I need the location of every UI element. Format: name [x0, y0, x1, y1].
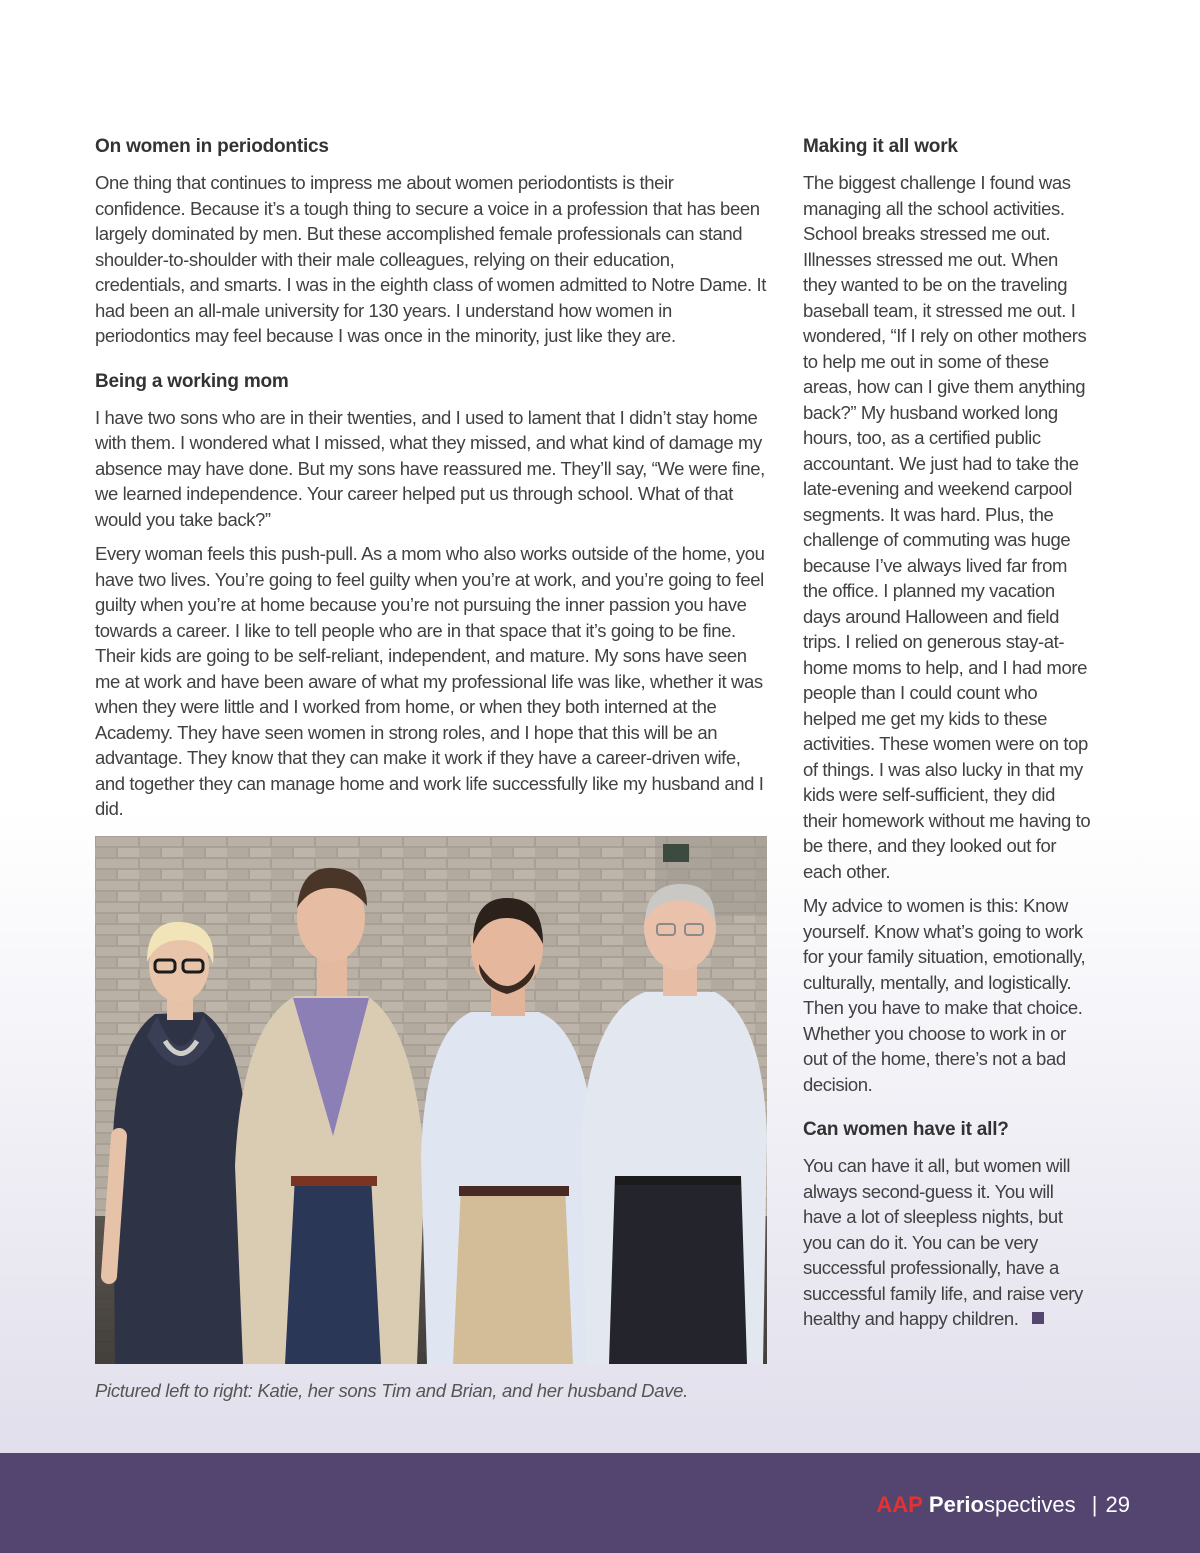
page-number: 29: [1105, 1492, 1130, 1517]
photo-caption: Pictured left to right: Katie, her sons Tim and Brian, and her husband Dave.: [95, 1380, 689, 1401]
brand-perio: Perio: [928, 1492, 984, 1517]
heading-can-women-have-it-all: Can women have it all?: [803, 1119, 1009, 1140]
paragraph: The biggest challenge I found was managing all the school activities. School breaks stressed me out. Illnesses stressed me out. When they wanted to be on the traveling baseball team, it stressed me out. I wondered, “If I rely on other mothers to help me out in some of these areas, how can I give them anything back?” My husband worked long hours, too, as a certified public accountant. We just had to take the late-evening and weekend carpool segments. It was hard. Plus, the challenge of commuting was huge because I’ve always lived far from the office. I planned my vacation days around Halloween and field trips. I relied on generous stay-at-home moms to help, and I had more people than I could count who helped me get my kids to these activities. These women were on top of things. I was also lucky in that my kids were self-sufficient, they did their homework without me having to be there, and they looked out for each other.: [803, 172, 1091, 882]
heading-women-in-periodontics: On women in periodontics: [95, 136, 329, 157]
heading-making-it-all-work: Making it all work: [803, 136, 958, 157]
brand-spectives: spectives: [983, 1492, 1076, 1517]
right-column: [803, 136, 1093, 1341]
family-photo-illustration: [95, 836, 767, 1364]
paragraph: One thing that continues to impress me about women periodontists is their confidence. Because it’s a tough thing to secure a voice in a profession that has been largely dominated by men. But these accomplished female professionals can stand shoulder-to-shoulder with their male colleagues, relying on their education, credentials, and smarts. I was in the eighth class of women admitted to Notre Dame. It had been an all-male university for 130 years. I understand how women in periodontics may feel because I was once in the minority, just like they are.: [95, 172, 766, 346]
brand-aap: AAP: [876, 1492, 923, 1517]
paragraph: My advice to women is this: Know yourself. Know what’s going to work for your family situation, emotionally, culturally, mentally, and logistically. Then you have to make that choice. Whether you choose to work in or out of the home, there’s not a bad decision.: [803, 895, 1086, 1095]
left-column: [95, 136, 767, 831]
brand-separator: |: [1091, 1492, 1098, 1517]
heading-working-mom: Being a working mom: [95, 370, 289, 392]
publication-brand: [876, 1492, 1130, 1518]
end-mark-icon: [1032, 1312, 1044, 1324]
paragraph-final-text: You can have it all, but women will always second-guess it. You will have a lot of sleepless nights, but you can do it. You can be very successful professionally, have a successful family life, and raise very healthy and happy children.: [803, 1155, 1083, 1329]
paragraph: Every woman feels this push-pull. As a mom who also works outside of the home, you have two lives. You’re going to feel guilty when you’re at work, and you’re going to feel guilty when you’re at home because you’re not pursuing the inner passion you have towards a career. I like to tell people who are in that space that it’s going to be fine. Their kids are going to be self-reliant, independent, and mature. My sons have seen me at work and have been aware of what my professional life was like, whether it was when they were little and I worked from home, or when they both interned at the Academy. They have seen women in strong roles, and I hope that this will be an advantage. They know that they can make it work if they have a career-driven wife, and together they can manage home and work life successfully like my husband and I did.: [95, 543, 765, 819]
family-photo: [95, 836, 767, 1364]
paragraph-final: [803, 1153, 1093, 1332]
paragraph: I have two sons who are in their twenties, and I used to lament that I didn’t stay home with them. I wondered what I missed, what they missed, and what kind of damage my absence may have done. But my sons have reassured me. They’ll say, “We were fine, we learned independence. Your career helped put us through school. What of that would you take back?”: [95, 406, 765, 530]
